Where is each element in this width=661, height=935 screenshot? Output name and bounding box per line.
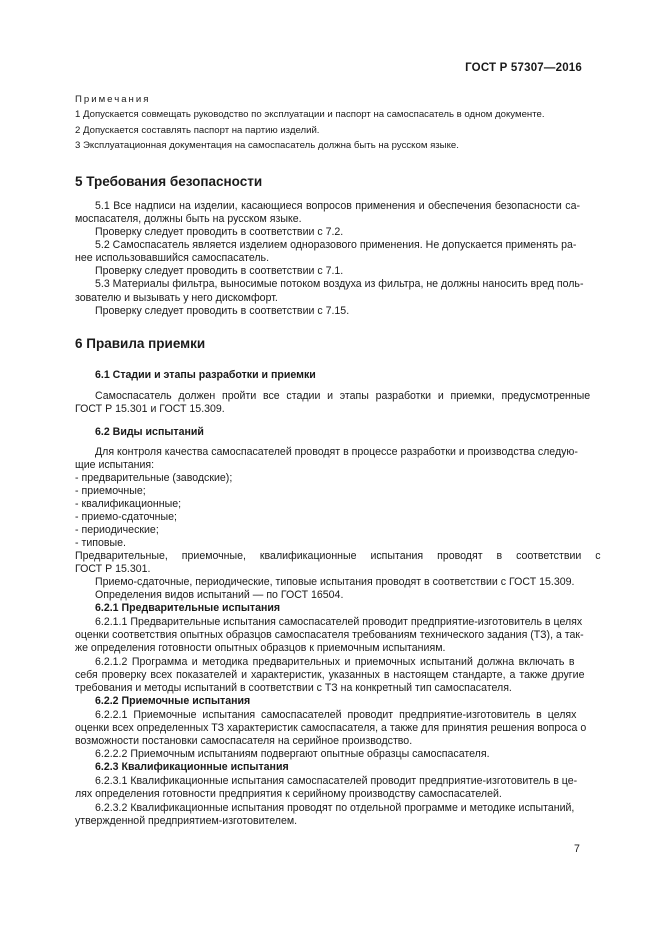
s623-line-2: лях определения готовности предприятия к серийному производству самоспасателей. — [75, 788, 502, 800]
s61-line-1: Самоспасатель должен пройти все стадии и этапы разработки и приемки, предусмотренные — [95, 390, 591, 402]
list-item-2: - приемочные; — [75, 485, 146, 497]
s5-line-9: Проверку следует проводить в соответствии с 7.15. — [95, 305, 350, 317]
s621-line-5: себя проверку всех показателей и характеристик, указанных в настоящем стандарте, а также другие — [75, 669, 585, 681]
s5-line-2: моспасателя, должны быть на русском языке. — [75, 213, 302, 225]
s5-line-3: Проверку следует проводить в соответствии с 7.2. — [95, 226, 344, 238]
list-item-6: - типовые. — [75, 537, 126, 549]
s621-line-2: оценки соответствия опытных образцов самоспасателя требованиям технического задания (ТЗ), а так- — [75, 629, 584, 641]
s621-heading: 6.2.1 Предварительные испытания — [95, 602, 281, 614]
s621-line-1: 6.2.1.1 Предварительные испытания самоспасателей проводит предприятие-изготовитель в целях — [95, 616, 583, 628]
list-item-3: - квалификационные; — [75, 498, 182, 510]
notes-title: Примечания — [75, 94, 151, 105]
after-list-1: Предварительные, приемочные, квалификационные испытания проводят в соответствии с — [75, 550, 601, 562]
after-list-4: Определения видов испытаний — по ГОСТ 16504. — [95, 589, 344, 601]
section-5-heading: 5 Требования безопасности — [75, 174, 263, 189]
s61-heading: 6.1 Стадии и этапы разработки и приемки — [95, 369, 316, 381]
after-list-3: Приемо-сдаточные, периодические, типовые испытания проводят в соответствии с ГОСТ 15.309. — [95, 576, 575, 588]
s622-line-4: 6.2.2.2 Приемочным испытаниям подвергают опытные образцы самоспасателя. — [95, 748, 490, 760]
s621-line-6: требования и методы испытаний в соответствии с ТЗ на конкретный тип самоспасателя. — [75, 682, 512, 694]
list-item-1: - предварительные (заводские); — [75, 472, 233, 484]
s623-line-3: 6.2.3.2 Квалификационные испытания проводят по отдельной программе и методике испытаний, — [95, 802, 575, 814]
s622-line-3: возможности постановки самоспасателя на серийное производство. — [75, 735, 413, 747]
s62-line-1: Для контроля качества самоспасателей проводят в процессе разработки и производства следую- — [95, 446, 578, 458]
s622-line-1: 6.2.2.1 Приемочные испытания самоспасателей проводит предприятие-изготовитель в целях — [95, 709, 577, 721]
section-6-heading: 6 Правила приемки — [75, 336, 206, 351]
list-item-5: - периодические; — [75, 524, 159, 536]
s5-line-4: 5.2 Самоспасатель является изделием одноразового применения. Не допускается применять ра- — [95, 239, 577, 251]
s622-heading: 6.2.2 Приемочные испытания — [95, 695, 251, 707]
s5-line-1-wrap — [75, 199, 580, 213]
s621-line-3: же определения готовности опытных образцов к приемочным испытаниям. — [75, 642, 446, 654]
list-item-4: - приемо-сдаточные; — [75, 511, 177, 523]
standard-header: ГОСТ Р 57307—2016 — [465, 62, 582, 74]
note-2: 2 Допускается составлять паспорт на партию изделий. — [75, 125, 320, 136]
s621-line-4: 6.2.1.2 Программа и методика предварительных и приемочных испытаний должна включать в — [95, 656, 575, 668]
s5-line-6: Проверку следует проводить в соответствии с 7.1. — [95, 265, 344, 277]
note-1: 1 Допускается совмещать руководство по эксплуатации и паспорт на самоспасатель в одном документе. — [75, 109, 545, 120]
s62-line-2: щие испытания: — [75, 459, 155, 471]
note-3: 3 Эксплуатационная документация на самоспасатель должна быть на русском языке. — [75, 140, 459, 151]
s62-heading: 6.2 Виды испытаний — [95, 426, 204, 438]
s623-line-4: утвержденной предприятием-изготовителем. — [75, 815, 298, 827]
s623-heading: 6.2.3 Квалификационные испытания — [95, 761, 289, 773]
s5-line-7: 5.3 Материалы фильтра, выносимые потоком воздуха из фильтра, не должны наносить вред поль- — [95, 278, 584, 290]
s5-line-8: зователю и вызывать у него дискомфорт. — [75, 292, 278, 304]
s622-line-2: оценки всех определенных ТЗ характеристик самоспасателя, а также для принятия решения вопроса о — [75, 722, 587, 734]
page-number: 7 — [574, 843, 580, 855]
s5-line-1: 5.1 Все надписи на изделии, касающиеся вопросов применения и обеспечения безопасности са- — [95, 200, 580, 212]
s5-line-5: нее использовавшийся самоспасатель. — [75, 252, 270, 264]
after-list-2: ГОСТ Р 15.301. — [75, 563, 151, 575]
s623-line-1: 6.2.3.1 Квалификационные испытания самоспасателей проводит предприятие-изготовитель в це- — [95, 775, 578, 787]
s61-line-2: ГОСТ Р 15.301 и ГОСТ 15.309. — [75, 403, 225, 415]
